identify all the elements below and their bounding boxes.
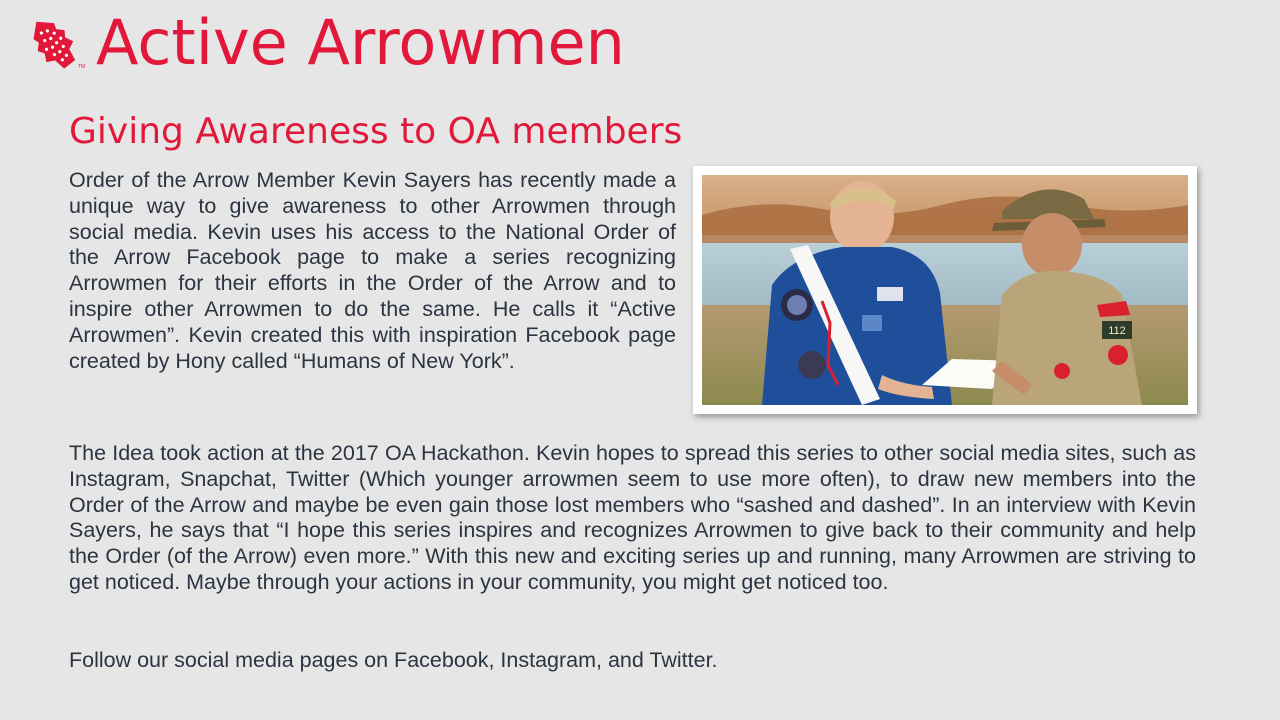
follow-social-text: Follow our social media pages on Facebook, Instagram, and Twitter. <box>69 648 718 672</box>
article-photo <box>702 175 1188 405</box>
page-title: Active Arrowmen <box>96 6 625 79</box>
oa-arrowhead-logo-icon <box>20 14 86 72</box>
article-heading: Giving Awareness to OA members <box>69 111 683 152</box>
svg-text:TM: TM <box>78 64 86 70</box>
article-photo-frame <box>693 166 1197 414</box>
badge-number: 112 <box>1108 325 1126 337</box>
intro-paragraph: Order of the Arrow Member Kevin Sayers has recently made a unique way to give awareness to other Arrowmen through social media. Kevin uses his access to the National Order of the Arrow Facebook page to make a series recognizing Arrowmen for their efforts in the Order of the Arrow and to inspire other Arrowmen to do the same. He calls it “Active Arrowmen”. Kevin created this with inspiration Facebook page created by Hony called “Humans of New York”. <box>69 168 676 373</box>
main-paragraph: The Idea took action at the 2017 OA Hackathon. Kevin hopes to spread this series to other social media sites, such as Instagram, Snapchat, Twitter (Which younger arrowmen seem to use more often), to draw new members into the Order of the Arrow and maybe be even gain those lost members who “sashed and dashed”. In an interview with Kevin Sayers, he says that “I hope this series inspires and recognizes Arrowmen to give back to their community and help the Order (of the Arrow) even more.” With this new and exciting series up and running, many Arrowmen are striving to get noticed. Maybe through your actions in your community, you might get noticed too. <box>69 441 1196 594</box>
